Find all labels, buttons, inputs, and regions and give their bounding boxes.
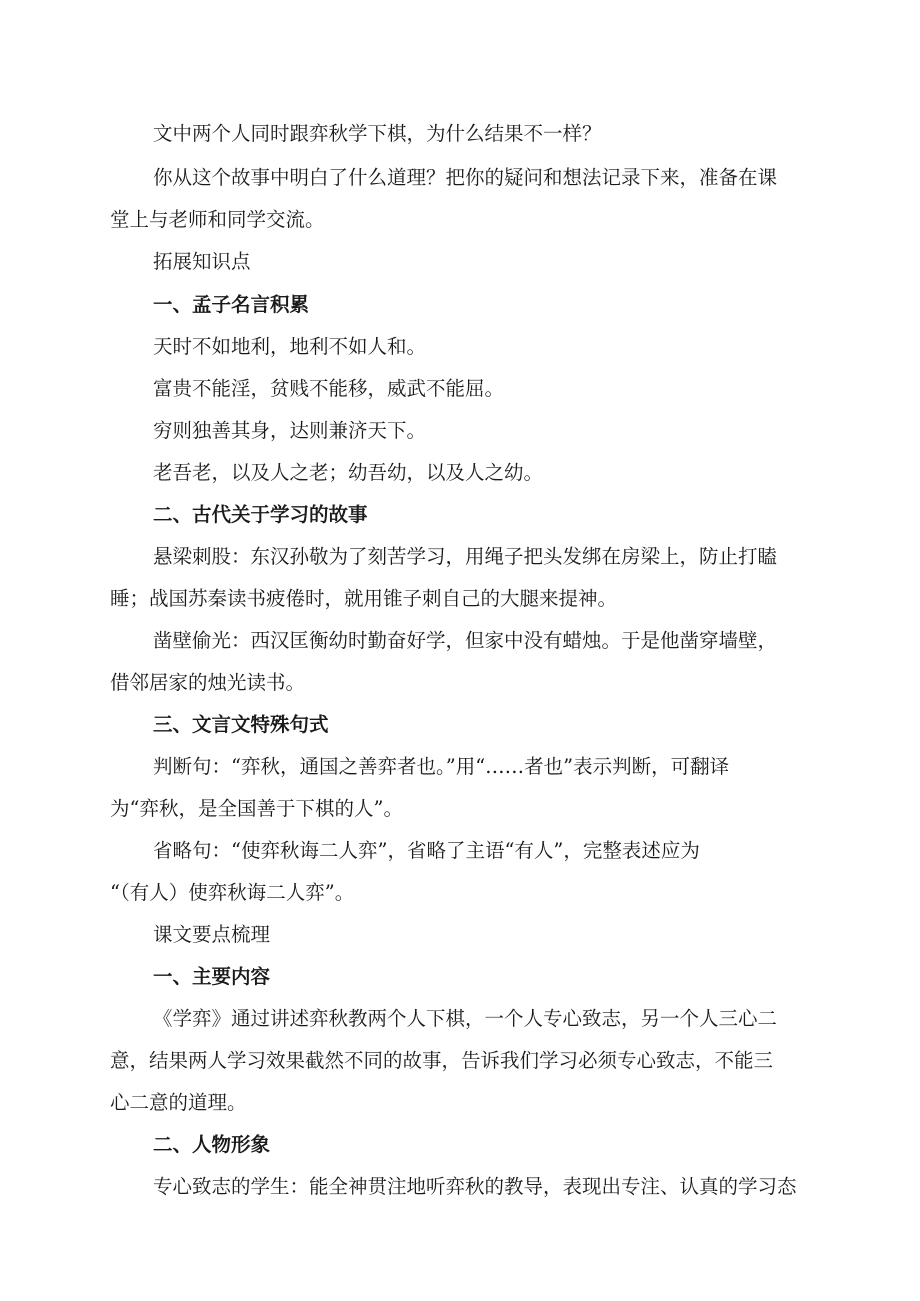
story-line: 悬梁刺股：东汉孙敬为了刻苦学习，用绳子把头发绑在房梁上，防止打瞌 [153, 545, 778, 568]
sentence-line: 省略句：“使弈秋诲二人弈”，省略了主语“有人”，完整表述应为 [153, 839, 700, 862]
quote-line: 天时不如地利，地利不如人和。 [153, 335, 427, 358]
story-line-cont: 借邻居家的烛光读书。 [110, 671, 306, 694]
quote-line: 富贵不能淫，贫贱不能移，威武不能屈。 [153, 377, 505, 400]
question-line-1: 文中两个人同时跟弈秋学下棋，为什么结果不一样？ [153, 122, 602, 145]
story-line: 凿壁偷光：西汉匡衡幼时勤奋好学，但家中没有蜡烛。于是他凿穿墙壁， [153, 629, 778, 652]
sentence-line-cont: “（有人）使弈秋诲二人弈”。 [110, 881, 355, 904]
story-line-cont: 睡；战国苏秦读书疲倦时，就用锥子刺自己的大腿来提神。 [110, 587, 618, 610]
heading-mencius-quotes: 一、孟子名言积累 [153, 293, 310, 316]
sentence-line: 判断句：“弈秋，通国之善弈者也。”用“……者也”表示判断，可翻译 [153, 755, 730, 778]
content-line-cont: 心二意的道理。 [110, 1091, 247, 1114]
section-heading-extension: 拓展知识点 [153, 250, 251, 273]
heading-characters: 二、人物形象 [153, 1133, 271, 1156]
question-line-2-cont: 堂上与老师和同学交流。 [110, 208, 325, 231]
heading-special-sentences: 三、文言文特殊句式 [153, 713, 329, 736]
quote-line: 穷则独善其身，达则兼济天下。 [153, 419, 427, 442]
character-line: 专心致志的学生：能全神贯注地听弈秋的教导，表现出专注、认真的学习态 [153, 1175, 797, 1198]
question-line-2: 你从这个故事中明白了什么道理？把你的疑问和想法记录下来，准备在课 [153, 166, 778, 189]
heading-study-stories: 二、古代关于学习的故事 [153, 503, 368, 526]
content-line: 《学弈》通过讲述弈秋教两个人下棋，一个人专心致志，另一个人三心二 [153, 1007, 778, 1030]
quote-line: 老吾老，以及人之老；幼吾幼，以及人之幼。 [153, 461, 544, 484]
section-heading-key-points: 课文要点梳理 [153, 923, 271, 946]
sentence-line-cont: 为“弈秋，是全国善于下棋的人”。 [110, 797, 403, 820]
heading-main-content: 一、主要内容 [153, 965, 271, 988]
content-line-cont: 意，结果两人学习效果截然不同的故事，告诉我们学习必须专心致志，不能三 [110, 1049, 774, 1072]
